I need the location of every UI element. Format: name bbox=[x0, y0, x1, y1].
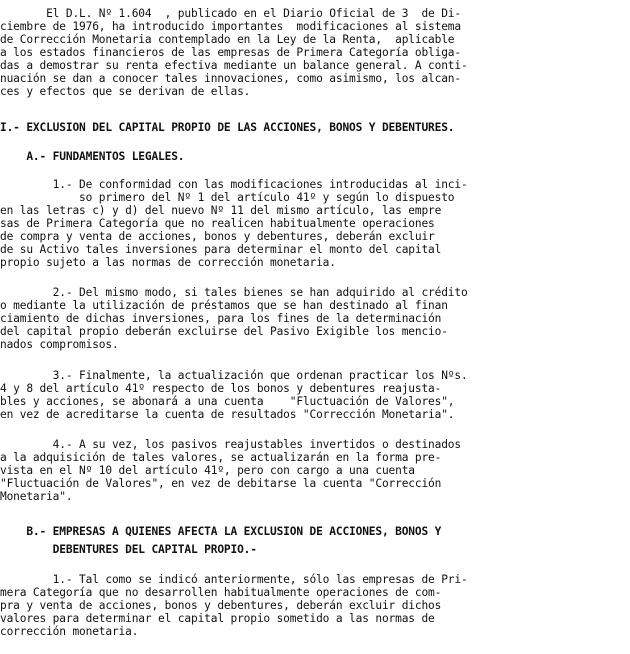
text-line: El D.L. Nº 1.604 , publicado en el Diario Oficial de 3 de Di- bbox=[0, 7, 461, 20]
text-line: nuación se dan a conocer tales innovaciones, como asimismo, los alcan- bbox=[0, 72, 461, 85]
text-line: o mediante la utilización de préstamos que se han destinado al finan bbox=[0, 299, 448, 312]
text-line: propio sujeto a las normas de corrección monetaria. bbox=[0, 256, 336, 269]
text-line: mera Categoría que no desarrollen habitualmente operaciones de com- bbox=[0, 586, 442, 599]
text-line: 2.- Del mismo modo, si tales bienes se han adquirido al crédito bbox=[0, 286, 468, 299]
text-line: de compra y venta de acciones, bonos y debentures, deberán excluir bbox=[0, 230, 435, 243]
text-line: en vez de acreditarse la cuenta de resultados "Corrección Monetaria". bbox=[0, 408, 455, 421]
text-line: a los estados financieros de las empresas de Primera Categoría obliga- bbox=[0, 46, 461, 59]
text-line: 4.- A su vez, los pasivos reajustables invertidos o destinados bbox=[0, 438, 461, 451]
text-line: "Fluctuación de Valores", en vez de debitarse la cuenta "Corrección bbox=[0, 477, 442, 490]
text-line: ces y efectos que se derivan de ellas. bbox=[0, 85, 251, 98]
text-line: bles y acciones, se abonará a una cuenta "Fluctuación de Valores", bbox=[0, 395, 455, 408]
text-line: de su Activo tales inversiones para determinar el monto del capital bbox=[0, 243, 442, 256]
subsection-heading: A.- FUNDAMENTOS LEGALES. bbox=[0, 150, 185, 163]
text-line: vista en el Nº 10 del artículo 41º, pero con cargo a una cuenta bbox=[0, 464, 415, 477]
text-line: nados compromisos. bbox=[0, 338, 119, 351]
text-line: sas de Primera Categoría que no realicen habitualmente operaciones bbox=[0, 217, 435, 230]
text-line: del capital propio deberán excluirse del Pasivo Exigible los mencio- bbox=[0, 325, 448, 338]
text-line: so primero del Nº 1 del artículo 41º y según lo dispuesto bbox=[0, 191, 455, 204]
text-line: Monetaria". bbox=[0, 490, 73, 503]
text-line: a la adquisición de tales valores, se actualizarán en la forma pre- bbox=[0, 451, 442, 464]
subsection-heading: DEBENTURES DEL CAPITAL PROPIO.- bbox=[0, 543, 257, 556]
text-line: 1.- De conformidad con las modificaciones introducidas al inci- bbox=[0, 178, 468, 191]
text-line: de Corrección Monetaria contemplado en la Ley de la Renta, aplicable bbox=[0, 33, 455, 46]
text-line: en las letras c) y d) del nuevo Nº 11 del mismo artículo, las empre bbox=[0, 204, 442, 217]
text-line: pra y venta de acciones, bonos y debentures, deberán excluir dichos bbox=[0, 599, 442, 612]
text-line: valores para determinar el capital propio sometido a las normas de bbox=[0, 612, 435, 625]
text-line: das a demostrar su renta efectiva mediante un balance general. A conti- bbox=[0, 59, 468, 72]
text-line: corrección monetaria. bbox=[0, 625, 139, 638]
text-line: 4 y 8 del artículo 41º respecto de los bonos y debentures reajusta- bbox=[0, 382, 442, 395]
text-line: 3.- Finalmente, la actualización que ordenan practicar los Nºs. bbox=[0, 369, 468, 382]
text-line: 1.- Tal como se indicó anteriormente, sólo las empresas de Pri- bbox=[0, 573, 468, 586]
text-line: ciembre de 1976, ha introducido importantes modificaciones al sistema bbox=[0, 20, 461, 33]
text-line: ciamiento de dichas inversiones, para los fines de la determinación bbox=[0, 312, 442, 325]
section-heading: I.- EXCLUSION DEL CAPITAL PROPIO DE LAS ACCIONES, BONOS Y DEBENTURES. bbox=[0, 121, 455, 134]
subsection-heading: B.- EMPRESAS A QUIENES AFECTA LA EXCLUSION DE ACCIONES, BONOS Y bbox=[0, 525, 442, 538]
